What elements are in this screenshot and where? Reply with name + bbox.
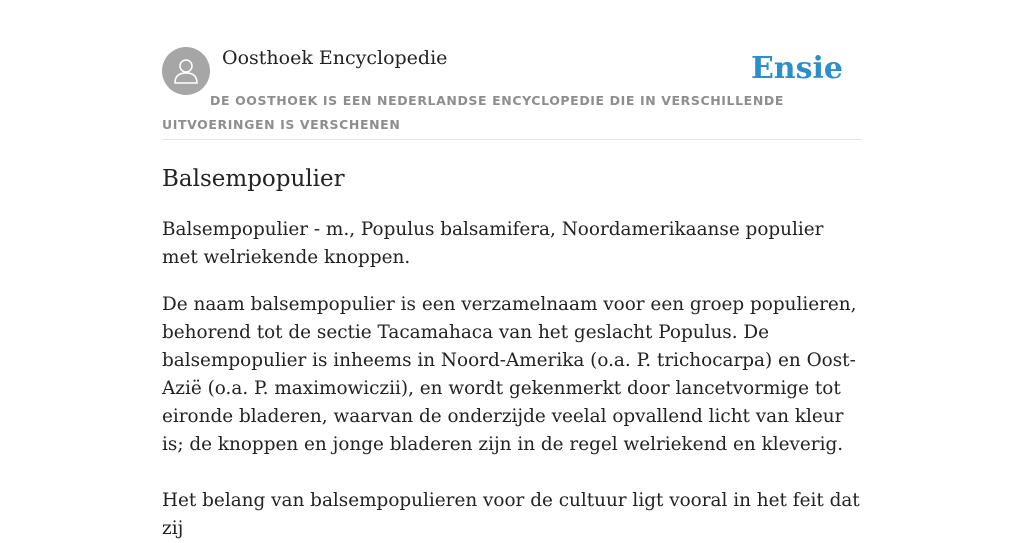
ensie-logo[interactable]: Ensie bbox=[750, 51, 843, 86]
article-title: Balsempopulier bbox=[162, 166, 345, 192]
article-paragraph: De naam balsempopulier is een verzamelnaam voor een groep populieren, behorend tot de sectie Tacamahaca van het geslacht Populus. De balsempopulier is inheems in Noord-Amerika (o.a. P. trichocarpa) en Oost-Azië (o.a. P. maximowiczii), en wordt gekenmerkt door lancetvormige tot eironde bladeren, waarvan de onderzijde veelal opvallend licht van kleur is; de knoppen en jonge bladeren zijn in de regel welriekend en kleverig. bbox=[162, 294, 857, 455]
source-description: DE OOSTHOEK IS EEN NEDERLANDSE ENCYCLOPEDIE DIE IN VERSCHILLENDE UITVOERINGEN IS VERSCHENEN bbox=[162, 93, 784, 132]
article bbox=[162, 160, 862, 543]
article-paragraph: Het belang van balsempopulieren voor de cultuur ligt vooral in het feit dat zij bbox=[162, 490, 860, 539]
source-name[interactable]: Oosthoek Encyclopedie bbox=[222, 47, 448, 69]
source-avatar[interactable] bbox=[162, 47, 210, 95]
article-paragraph: Balsempopulier - m., Populus balsamifera, Noordamerikaanse populier met welriekende knoppen. bbox=[162, 219, 824, 268]
user-icon bbox=[171, 56, 201, 86]
page-header bbox=[162, 0, 862, 140]
